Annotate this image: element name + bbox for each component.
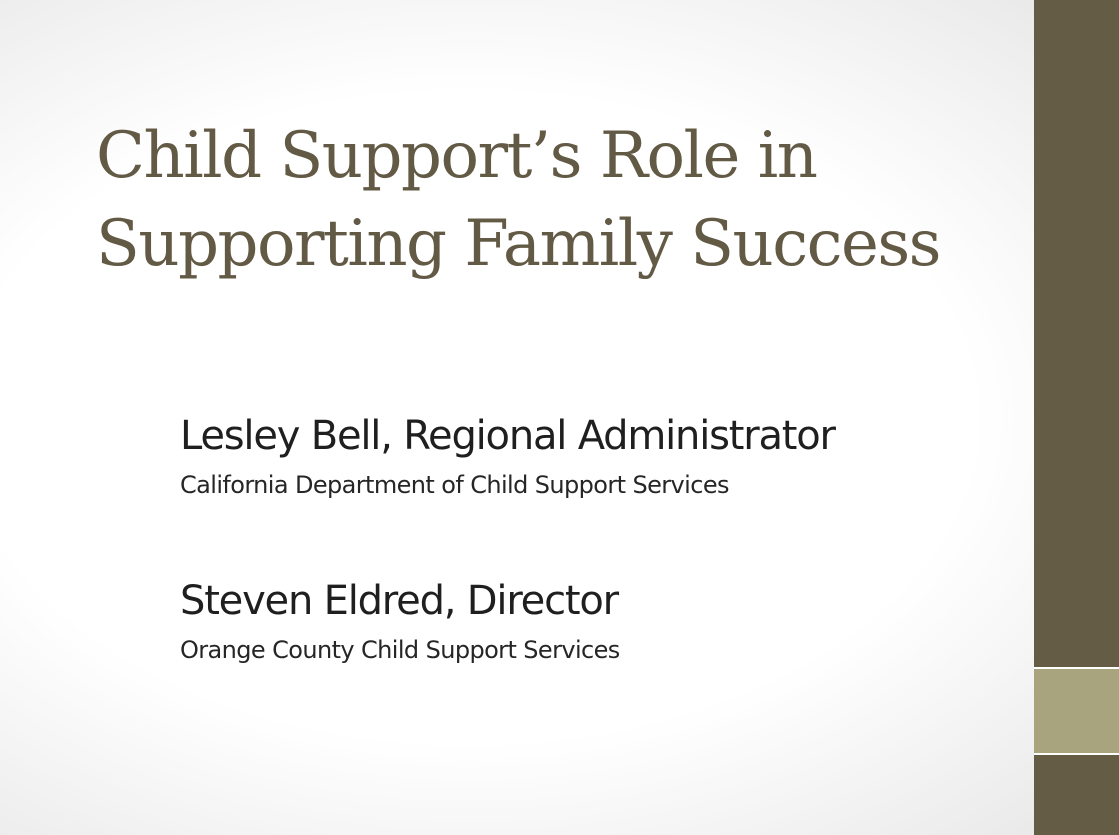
slide-title-line-2: Supporting Family Success xyxy=(96,207,940,281)
presenter-organization-1: California Department of Child Support Services xyxy=(180,471,729,499)
presenter-name-2: Steven Eldred, Director xyxy=(180,578,618,624)
slide-title-line-1: Child Support’s Role in xyxy=(96,119,817,193)
presenter-block-2 xyxy=(180,575,980,665)
presenter-organization-2: Orange County Child Support Services xyxy=(180,636,620,664)
presenter-block-1 xyxy=(180,410,980,500)
slide-title xyxy=(96,112,996,288)
decorative-side-accent xyxy=(1034,669,1119,753)
side-bar-divider-bottom xyxy=(1034,753,1119,755)
presenter-name-1: Lesley Bell, Regional Administrator xyxy=(180,413,835,459)
